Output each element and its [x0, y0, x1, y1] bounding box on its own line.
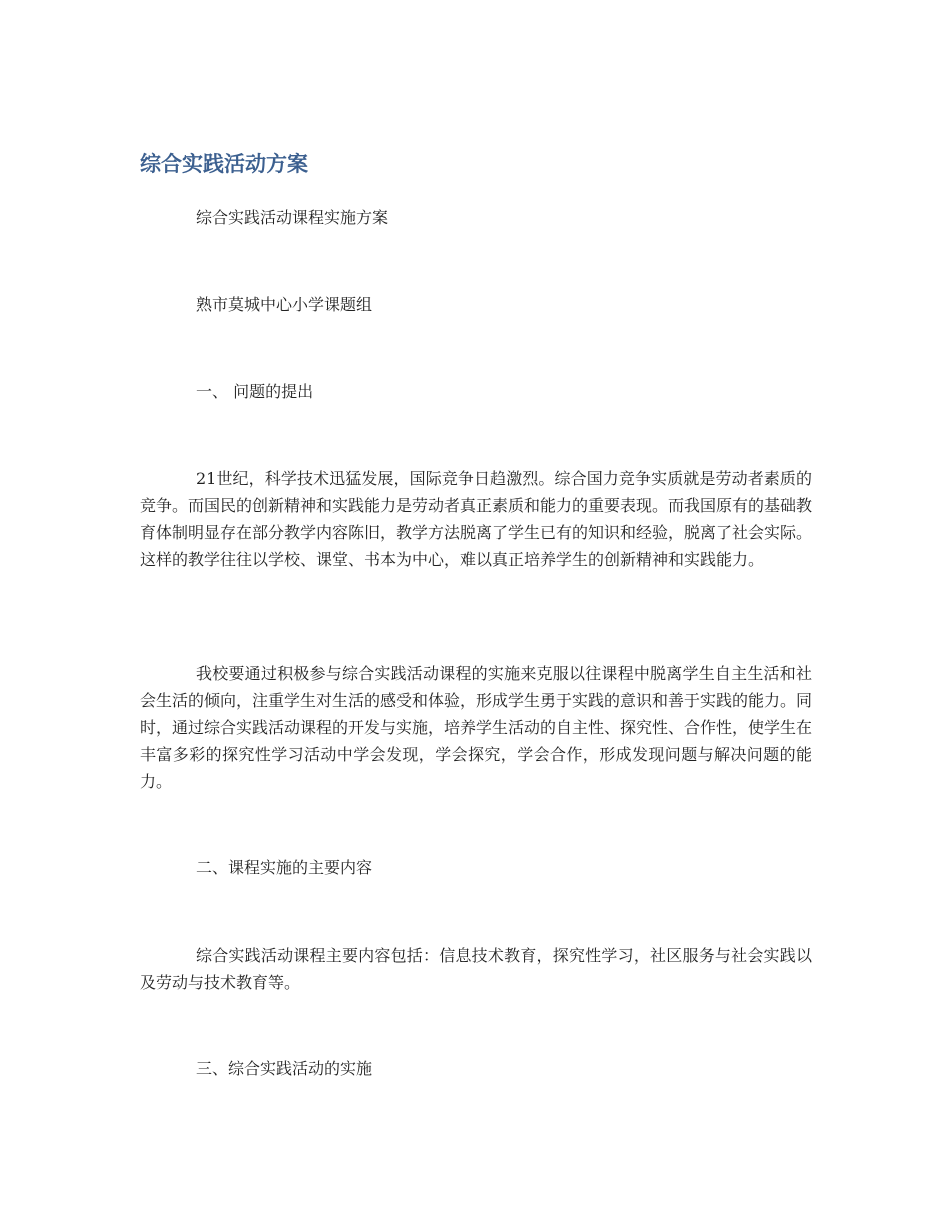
section-1-heading: 一、 问题的提出 [196, 382, 314, 401]
section-1-paragraph-1: 21世纪，科学技术迅猛发展，国际竞争日趋激烈。综合国力竞争实质就是劳动者素质的竞争。而国民的创新精神和实践能力是劳动者真正素质和能力的重要表现。而我国原有的基础教育体制明显存在部分教学内容陈旧，教学方法脱离了学生已有的知识和经验，脱离了社会实际。这样的教学往往以学校、课堂、书本为中心，难以真正培养学生的创新精神和实践能力。 [140, 469, 813, 569]
section-1-paragraph-2: 我校要通过积极参与综合实践活动课程的实施来克服以往课程中脱离学生自主生活和社会生活的倾向，注重学生对生活的感受和体验，形成学生勇于实践的意识和善于实践的能力。同时，通过综合实践活动课程的开发与实施，培养学生活动的自主性、探究性、合作性，使学生在丰富多彩的探究性学习活动中学会发现，学会探究，学会合作，形成发现问题与解决问题的能力。 [140, 664, 813, 791]
section-3-heading: 三、综合实践活动的实施 [196, 1059, 373, 1078]
author-group: 熟市莫城中心小学课题组 [196, 295, 373, 314]
section-2-heading: 二、课程实施的主要内容 [196, 858, 373, 877]
section-2-paragraph-1: 综合实践活动课程主要内容包括：信息技术教育，探究性学习，社区服务与社会实践以及劳动与技术教育等。 [140, 946, 812, 992]
document-subtitle: 综合实践活动课程实施方案 [196, 208, 389, 227]
document-title: 综合实践活动方案 [140, 152, 308, 176]
